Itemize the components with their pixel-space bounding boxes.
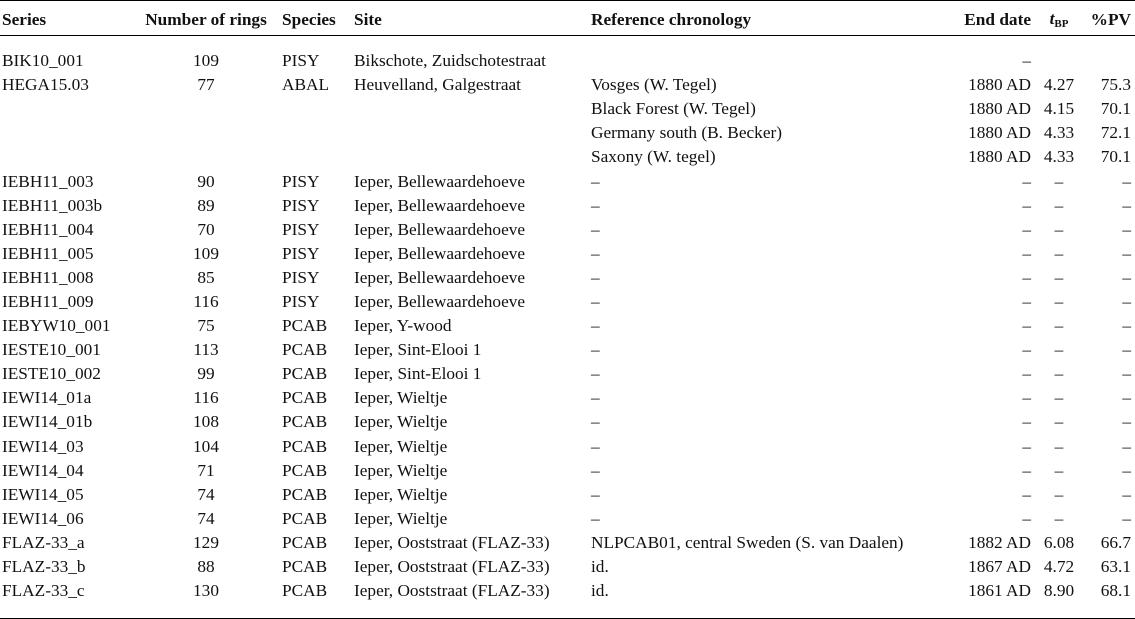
cell-end-date: – — [1022, 484, 1031, 504]
cell-rings: 109 — [193, 51, 219, 71]
cell-reference: – — [591, 195, 600, 215]
cell-tbp: – — [1054, 340, 1064, 360]
table-row — [0, 362, 1135, 386]
cell-species: PCAB — [282, 557, 328, 577]
header-pv: %PV — [1090, 9, 1131, 29]
cell-series: FLAZ-33_a — [2, 532, 85, 552]
cell-rings: 70 — [197, 219, 215, 239]
header-reference: Reference chronology — [591, 9, 752, 29]
cell-site: Ieper, Wieltje — [354, 412, 448, 432]
dendro-table — [0, 4, 1135, 603]
cell-rings: 129 — [193, 532, 219, 552]
cell-tbp: – — [1054, 436, 1064, 456]
cell-species: PISY — [282, 267, 320, 287]
cell-tbp: – — [1054, 243, 1064, 263]
cell-site: Ieper, Bellewaardehoeve — [354, 267, 526, 287]
table-top-rule — [0, 0, 1135, 1]
cell-pv: – — [1122, 412, 1131, 432]
cell-rings: 74 — [197, 508, 215, 528]
cell-site: Ieper, Bellewaardehoeve — [354, 195, 526, 215]
table-header-row — [0, 4, 1135, 35]
cell-pv: – — [1122, 388, 1131, 408]
cell-species: PCAB — [282, 340, 328, 360]
cell-series: IEBH11_004 — [2, 219, 94, 239]
cell-pv: – — [1122, 340, 1131, 360]
cell-series: IEWI14_01a — [2, 388, 92, 408]
cell-pv: – — [1122, 195, 1131, 215]
cell-reference: – — [591, 460, 600, 480]
cell-species: PCAB — [282, 460, 328, 480]
cell-site: Ieper, Bellewaardehoeve — [354, 171, 526, 191]
table-row — [0, 290, 1135, 314]
cell-site: Ieper, Y-wood — [354, 316, 452, 336]
cell-end-date: – — [1022, 412, 1031, 432]
cell-rings — [130, 121, 282, 145]
header-end-date: End date — [964, 9, 1031, 29]
cell-rings: 75 — [197, 316, 215, 336]
table-row — [0, 242, 1135, 266]
cell-species: ABAL — [282, 75, 330, 95]
table-row — [0, 49, 1135, 73]
table-row — [0, 97, 1135, 121]
cell-site: Ieper, Bellewaardehoeve — [354, 243, 526, 263]
cell-series: IEBYW10_001 — [2, 316, 111, 336]
cell-species — [282, 145, 354, 169]
cell-end-date: – — [1022, 436, 1031, 456]
cell-site: Ieper, Ooststraat (FLAZ-33) — [354, 532, 550, 552]
cell-pv: 68.1 — [1100, 581, 1131, 601]
cell-rings: 108 — [193, 412, 219, 432]
cell-species: PCAB — [282, 484, 328, 504]
cell-species: PISY — [282, 219, 320, 239]
cell-series: IEWI14_05 — [2, 484, 84, 504]
cell-species — [282, 121, 354, 145]
cell-tbp: 4.72 — [1043, 557, 1075, 577]
cell-end-date: 1861 AD — [968, 581, 1031, 601]
cell-reference: – — [591, 171, 600, 191]
cell-end-date: – — [1022, 267, 1031, 287]
cell-reference: Vosges (W. Tegel) — [591, 75, 717, 95]
cell-series: IEWI14_06 — [2, 508, 84, 528]
cell-pv: – — [1122, 460, 1131, 480]
cell-series — [0, 121, 130, 145]
cell-rings: 74 — [197, 484, 215, 504]
cell-site: Ieper, Sint-Elooi 1 — [354, 364, 482, 384]
cell-series: FLAZ-33_c — [2, 581, 85, 601]
table-row — [0, 73, 1135, 97]
cell-site: Ieper, Bellewaardehoeve — [354, 291, 526, 311]
cell-tbp: 4.33 — [1043, 123, 1075, 143]
cell-rings: 71 — [197, 460, 215, 480]
cell-species: PCAB — [282, 532, 328, 552]
cell-end-date: – — [1022, 316, 1031, 336]
cell-rings: 113 — [193, 340, 219, 360]
cell-rings: 99 — [197, 364, 215, 384]
cell-reference: – — [591, 412, 600, 432]
cell-end-date: – — [1022, 171, 1031, 191]
cell-end-date: 1882 AD — [968, 532, 1031, 552]
cell-species: PISY — [282, 291, 320, 311]
cell-series — [0, 145, 130, 169]
header-site: Site — [354, 9, 382, 29]
cell-end-date: – — [1022, 388, 1031, 408]
cell-pv: 63.1 — [1100, 557, 1131, 577]
cell-pv: – — [1122, 243, 1131, 263]
cell-reference: – — [591, 508, 600, 528]
cell-series: IEWI14_04 — [2, 460, 84, 480]
cell-tbp: – — [1054, 267, 1064, 287]
cell-tbp: – — [1054, 291, 1064, 311]
cell-species: PCAB — [282, 316, 328, 336]
cell-species — [282, 97, 354, 121]
cell-species: PCAB — [282, 581, 328, 601]
cell-series: IEWI14_03 — [2, 436, 84, 456]
cell-species: PISY — [282, 195, 320, 215]
table-row — [0, 169, 1135, 193]
cell-rings: 109 — [193, 243, 219, 263]
cell-pv: 72.1 — [1100, 123, 1131, 143]
cell-tbp: – — [1054, 412, 1064, 432]
cell-species: PCAB — [282, 388, 328, 408]
cell-pv — [1083, 49, 1135, 73]
cell-species: PCAB — [282, 436, 328, 456]
cell-series: IESTE10_002 — [2, 364, 101, 384]
cell-end-date: – — [1022, 364, 1031, 384]
cell-series: FLAZ-33_b — [2, 557, 86, 577]
cell-pv: – — [1122, 364, 1131, 384]
cell-pv: 70.1 — [1100, 147, 1131, 167]
cell-reference — [591, 49, 945, 73]
cell-tbp: – — [1054, 364, 1064, 384]
cell-tbp: 4.27 — [1043, 75, 1075, 95]
table-row — [0, 531, 1135, 555]
cell-tbp: 4.33 — [1043, 147, 1075, 167]
cell-reference: – — [591, 219, 600, 239]
header-species: Species — [282, 9, 336, 29]
cell-site — [354, 121, 591, 145]
cell-reference: Saxony (W. tegel) — [591, 147, 716, 167]
cell-rings: 77 — [197, 75, 215, 95]
table-row — [0, 338, 1135, 362]
cell-pv: – — [1122, 267, 1131, 287]
cell-site: Ieper, Ooststraat (FLAZ-33) — [354, 557, 550, 577]
cell-pv: – — [1122, 171, 1131, 191]
header-tbp-sub: BP — [1054, 18, 1069, 30]
cell-reference: id. — [591, 581, 609, 601]
cell-tbp: 6.08 — [1043, 532, 1075, 552]
cell-end-date: 1880 AD — [968, 99, 1031, 119]
cell-species: PCAB — [282, 412, 328, 432]
cell-reference: – — [591, 291, 600, 311]
table-row — [0, 410, 1135, 434]
table-row — [0, 507, 1135, 531]
cell-reference: – — [591, 267, 600, 287]
cell-species: PISY — [282, 243, 320, 263]
table-row — [0, 266, 1135, 290]
cell-tbp: 8.90 — [1043, 581, 1075, 601]
table-row — [0, 145, 1135, 169]
cell-end-date: – — [1022, 460, 1031, 480]
cell-end-date: 1880 AD — [968, 123, 1031, 143]
cell-species: PISY — [282, 171, 320, 191]
cell-end-date: 1880 AD — [968, 75, 1031, 95]
cell-pv: – — [1122, 291, 1131, 311]
cell-tbp: – — [1054, 508, 1064, 528]
cell-end-date: – — [1022, 51, 1031, 71]
header-tbp-main: t — [1049, 9, 1055, 28]
cell-site: Ieper, Sint-Elooi 1 — [354, 340, 482, 360]
cell-rings: 89 — [197, 195, 215, 215]
cell-reference: – — [591, 388, 600, 408]
cell-reference: – — [591, 436, 600, 456]
cell-site — [354, 145, 591, 169]
cell-series: IEBH11_009 — [2, 291, 94, 311]
header-gap — [0, 35, 1135, 49]
cell-site: Heuvelland, Galgestraat — [354, 75, 521, 95]
cell-series: IEWI14_01b — [2, 412, 93, 432]
cell-end-date: 1880 AD — [968, 147, 1031, 167]
cell-reference: – — [591, 316, 600, 336]
cell-reference: – — [591, 243, 600, 263]
table-row — [0, 121, 1135, 145]
cell-rings: 88 — [197, 557, 215, 577]
cell-species: PCAB — [282, 508, 328, 528]
cell-pv: – — [1122, 219, 1131, 239]
cell-reference: id. — [591, 557, 609, 577]
cell-series: IEBH11_008 — [2, 267, 94, 287]
cell-series: IEBH11_005 — [2, 243, 94, 263]
cell-tbp: 4.15 — [1043, 99, 1075, 119]
table-row — [0, 483, 1135, 507]
cell-pv: – — [1122, 436, 1131, 456]
header-rings: Number of rings — [145, 9, 267, 29]
table-row — [0, 194, 1135, 218]
cell-tbp: – — [1054, 484, 1064, 504]
cell-tbp: – — [1054, 171, 1064, 191]
cell-site: Ieper, Wieltje — [354, 460, 448, 480]
cell-reference: Black Forest (W. Tegel) — [591, 99, 756, 119]
table-row — [0, 218, 1135, 242]
table-row — [0, 435, 1135, 459]
cell-rings: 116 — [193, 388, 219, 408]
cell-rings: 90 — [197, 171, 215, 191]
cell-pv: – — [1122, 316, 1131, 336]
cell-rings: 116 — [193, 291, 219, 311]
cell-tbp — [1035, 49, 1083, 73]
cell-reference: – — [591, 484, 600, 504]
cell-site: Ieper, Wieltje — [354, 436, 448, 456]
cell-tbp: – — [1054, 460, 1064, 480]
cell-end-date: – — [1022, 508, 1031, 528]
cell-species: PCAB — [282, 364, 328, 384]
cell-end-date: 1867 AD — [968, 557, 1031, 577]
cell-series: IEBH11_003b — [2, 195, 103, 215]
cell-reference: Germany south (B. Becker) — [591, 123, 782, 143]
cell-pv: 66.7 — [1100, 532, 1131, 552]
cell-reference: – — [591, 340, 600, 360]
table-body — [0, 35, 1135, 603]
cell-end-date: – — [1022, 219, 1031, 239]
table-row — [0, 459, 1135, 483]
table-row — [0, 555, 1135, 579]
cell-rings — [130, 145, 282, 169]
cell-series — [0, 97, 130, 121]
cell-pv: 70.1 — [1100, 99, 1131, 119]
cell-pv: – — [1122, 508, 1131, 528]
cell-site — [354, 97, 591, 121]
cell-series: IESTE10_001 — [2, 340, 101, 360]
cell-pv: 75.3 — [1100, 75, 1131, 95]
cell-end-date: – — [1022, 243, 1031, 263]
cell-site: Ieper, Wieltje — [354, 508, 448, 528]
cell-tbp: – — [1054, 316, 1064, 336]
header-tbp — [1035, 4, 1083, 35]
cell-series: BIK10_001 — [2, 51, 84, 71]
cell-site: Ieper, Bellewaardehoeve — [354, 219, 526, 239]
cell-tbp: – — [1054, 219, 1064, 239]
cell-species: PISY — [282, 51, 320, 71]
cell-site: Bikschote, Zuidschotestraat — [354, 51, 546, 71]
cell-end-date: – — [1022, 291, 1031, 311]
cell-end-date: – — [1022, 340, 1031, 360]
cell-rings: 104 — [193, 436, 219, 456]
cell-end-date: – — [1022, 195, 1031, 215]
cell-pv: – — [1122, 484, 1131, 504]
table-row — [0, 386, 1135, 410]
cell-reference: NLPCAB01, central Sweden (S. van Daalen) — [591, 532, 904, 552]
cell-series: HEGA15.03 — [2, 75, 89, 95]
cell-rings: 85 — [197, 267, 215, 287]
cell-rings: 130 — [193, 581, 219, 601]
cell-site: Ieper, Wieltje — [354, 484, 448, 504]
cell-tbp: – — [1054, 195, 1064, 215]
cell-site: Ieper, Wieltje — [354, 388, 448, 408]
cell-series: IEBH11_003 — [2, 171, 94, 191]
header-series: Series — [2, 9, 47, 29]
table-row — [0, 314, 1135, 338]
table-row — [0, 579, 1135, 603]
cell-rings — [130, 97, 282, 121]
cell-reference: – — [591, 364, 600, 384]
cell-site: Ieper, Ooststraat (FLAZ-33) — [354, 581, 550, 601]
cell-tbp: – — [1054, 388, 1064, 408]
